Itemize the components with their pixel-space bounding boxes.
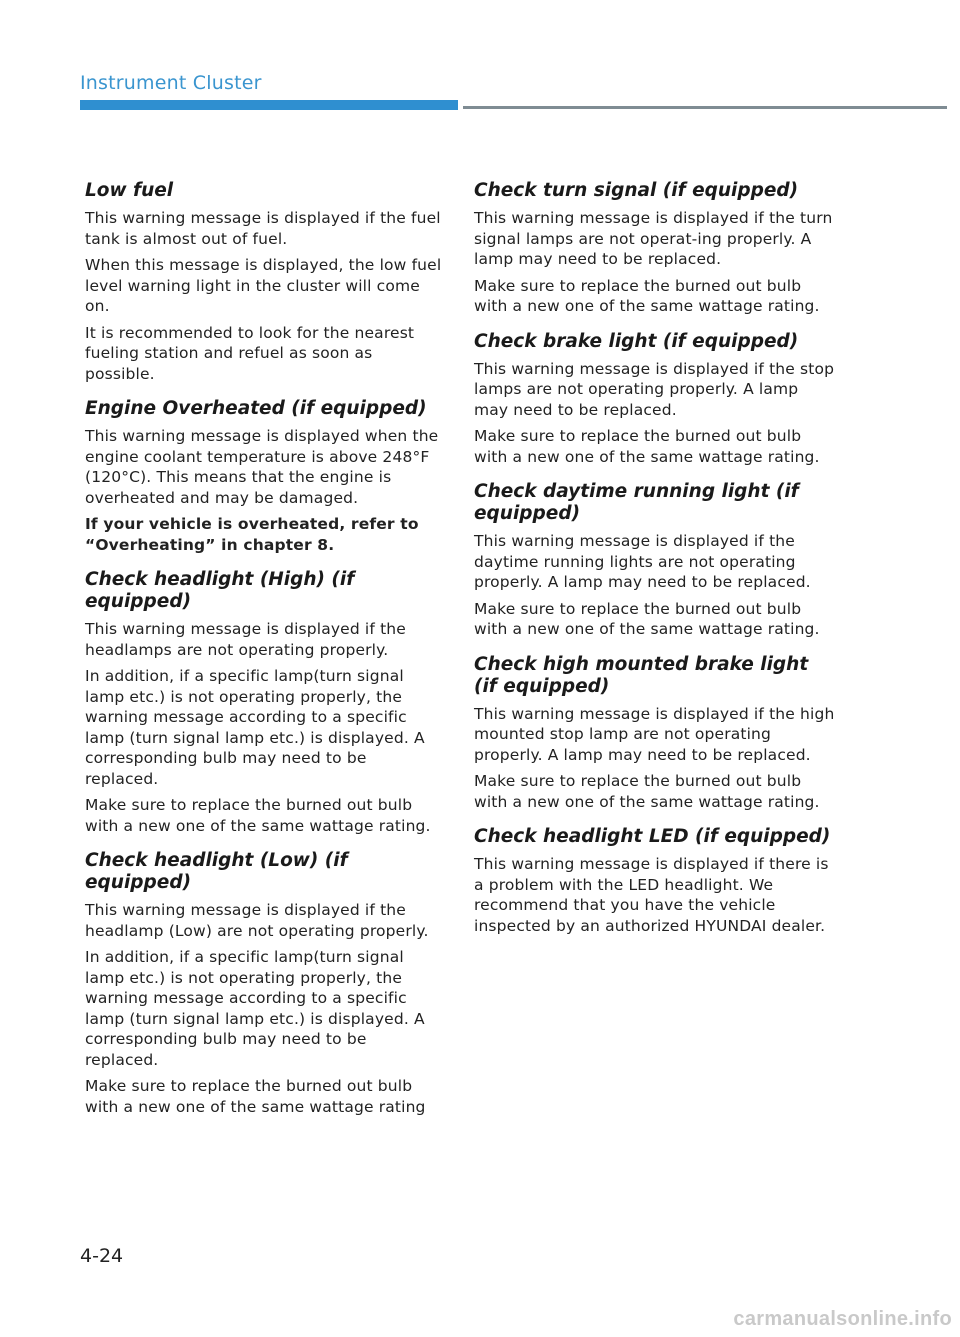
header-divider-line <box>463 106 947 109</box>
paragraph: This warning message is displayed if the headlamps are not operating properly. <box>85 620 406 659</box>
bold-note: If your vehicle is overheated, refer to “Overheating” in chapter 8. <box>85 515 419 554</box>
paragraph: This warning message is displayed if there is a problem with the LED headlight. We recommend that you have the vehicle inspected by an authorized HYUNDAI dealer. <box>474 855 829 935</box>
section-engine-overheated <box>85 398 443 555</box>
section-check-headlight-low <box>85 850 443 1117</box>
page-number: 4-24 <box>80 1245 124 1267</box>
section-check-headlight-high <box>85 569 443 836</box>
paragraph: This warning message is displayed if the turn signal lamps are not operat-ing properly. A lamp may need to be replaced. <box>474 209 833 268</box>
section-heading: Check high mounted brake light (if equipped) <box>474 653 809 697</box>
right-column <box>474 180 836 950</box>
section-title: Instrument Cluster <box>80 72 262 94</box>
watermark-text: carmanualsonline.info <box>733 1308 952 1330</box>
paragraph: When this message is displayed, the low fuel level warning light in the cluster will come on. <box>85 256 442 315</box>
paragraph: In addition, if a specific lamp(turn signal lamp etc.) is not operating properly, the warning message according to a specific lamp (turn signal lamp etc.) is displayed. A corresponding bulb may need to be replaced. <box>85 948 425 1069</box>
paragraph: It is recommended to look for the nearest fueling station and refuel as soon as possible. <box>85 323 415 383</box>
paragraph: Make sure to replace the burned out bulb with a new one of the same wattage rating. <box>474 772 820 811</box>
paragraph: This warning message is displayed if the high mounted stop lamp are not operating properly. A lamp may need to be replaced. <box>474 704 835 764</box>
paragraph: Make sure to replace the burned out bulb with a new one of the same wattage rating. <box>85 796 431 835</box>
paragraph: Make sure to replace the burned out bulb with a new one of the same wattage rating. <box>474 599 820 638</box>
paragraph: This warning message is displayed if the stop lamps are not operating properly. A lamp may need to be replaced. <box>474 359 835 419</box>
section-heading: Check brake light (if equipped) <box>474 330 799 352</box>
paragraph: Make sure to replace the burned out bulb with a new one of the same wattage rating. <box>474 427 820 466</box>
header-accent-bar <box>80 100 458 110</box>
section-heading: Check turn signal (if equipped) <box>474 180 799 201</box>
section-heading: Check daytime running light (if equipped) <box>474 481 799 524</box>
section-check-headlight-led <box>474 826 836 936</box>
section-heading: Check headlight (High) (if equipped) <box>85 569 355 612</box>
section-heading: Engine Overheated (if equipped) <box>85 398 427 419</box>
left-column <box>85 180 443 1131</box>
paragraph: This warning message is displayed if the daytime running lights are not operating properly. A lamp may need to be replaced. <box>474 532 811 591</box>
section-heading: Check headlight LED (if equipped) <box>474 826 831 847</box>
section-check-turn-signal <box>474 180 836 317</box>
section-check-high-mounted-brake-light <box>474 654 836 813</box>
paragraph: This warning message is displayed when the engine coolant temperature is above 248°F (120°C). This means that the engine is overheated and may be damaged. <box>85 427 439 507</box>
paragraph: Make sure to replace the burned out bulb with a new one of the same wattage rating. <box>474 276 820 315</box>
section-check-daytime-running-light <box>474 481 836 640</box>
paragraph: This warning message is displayed if the headlamp (Low) are not operating properly. <box>85 901 429 940</box>
paragraph: Make sure to replace the burned out bulb with a new one of the same wattage rating <box>85 1077 426 1116</box>
paragraph: This warning message is displayed if the fuel tank is almost out of fuel. <box>85 209 441 248</box>
section-check-brake-light <box>474 331 836 468</box>
paragraph: In addition, if a specific lamp(turn signal lamp etc.) is not operating properly, the warning message according to a specific lamp (turn signal lamp etc.) is displayed. A corresponding bulb may need to be replaced. <box>85 667 425 788</box>
section-heading: Low fuel <box>85 180 174 201</box>
section-low-fuel <box>85 180 443 384</box>
section-heading: Check headlight (Low) (if equipped) <box>85 850 348 893</box>
